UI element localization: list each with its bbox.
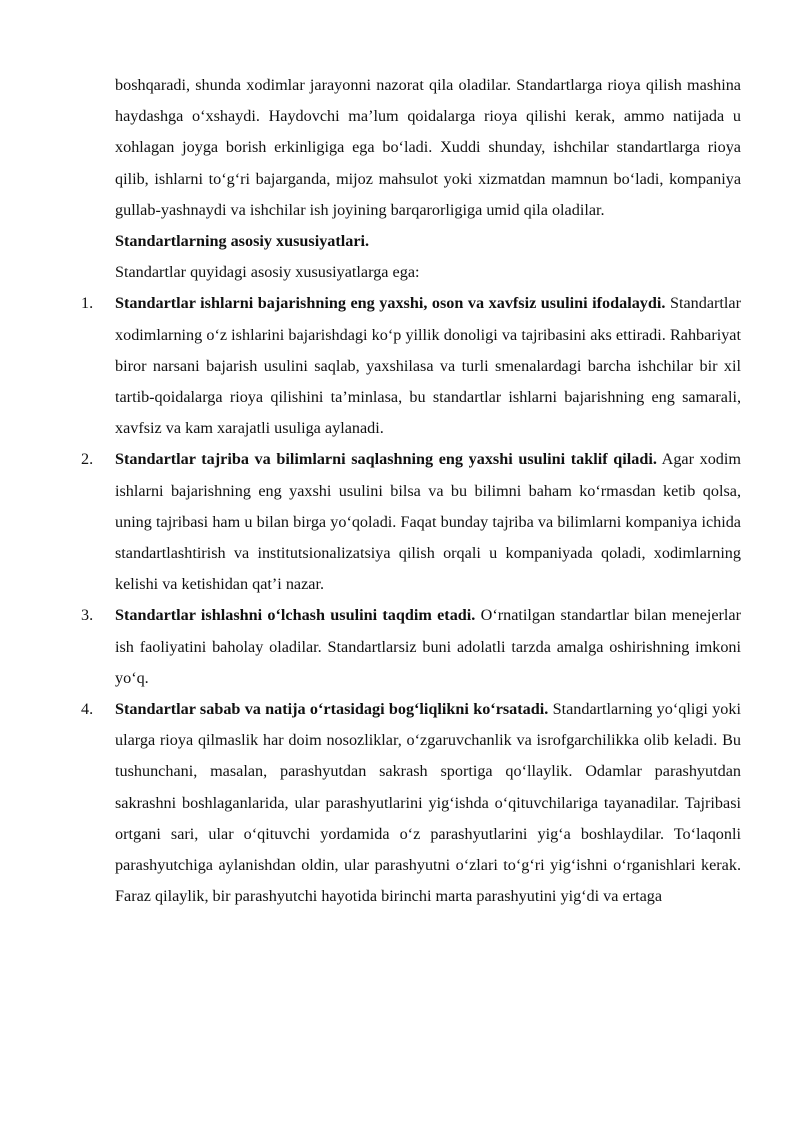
list-item-title: Standartlar ishlarni bajarishning eng yaxshi, oson va xavfsiz usulini ifodalaydi. <box>115 294 666 313</box>
list-item <box>81 694 741 912</box>
list-item-marker: 4. <box>81 700 94 719</box>
list-item-text: Agar xodim ishlarni bajarishning eng yaxshi usulini bilsa va bu bilimni baham ko‘rmasdan ketib qolsa, uning tajribasi ham u bilan birga yo‘qoladi. Faqat bunday tajriba va bilimlarni kompaniya ichida standartlashtirish va institutsionalizatsiya qilish orqali u kompaniyada qoladi, xodimlarning kelishi va ketishidan qat’i nazar. <box>115 450 741 594</box>
list-item-text: Standartlar xodimlarning o‘z ishlarini bajarishdagi ko‘p yillik donoligi va tajribasini aks ettiradi. Rahbariyat biror narsani bajarish usulini saqlab, yaxshilasa va turli smenalardagi barcha ishchilar bir xil tartib-qoidalarga rioya qilishini ta’minlasa, bu standartlar ishlarni bajarishning eng samarali, xavfsiz va kam xarajatli usuliga aylanadi. <box>115 294 741 438</box>
list-item-marker: 1. <box>81 294 94 313</box>
list-item-title: Standartlar tajriba va bilimlarni saqlashning eng yaxshi usulini taklif qiladi. <box>115 450 657 469</box>
list-item-text: O‘rnatilgan standartlar bilan menejerlar ish faoliyatini baholay oladilar. Standartlarsiz buni adolatli tarzda amalga oshirishning imkoni yo‘q. <box>115 606 741 687</box>
list-item-text: Standartlarning yo‘qligi yoki ularga rioya qilmaslik har doim nosozliklar, o‘zgaruvchanlik va isrofgarchilikka olib keladi. Bu tushunchani, masalan, parashyutdan sakrash sportiga qo‘llaylik. Odamlar parashyutdan sakrashni boshlaganlarida, ular parashyutlarini yig‘ishda o‘qituvchilariga tayanadilar. Tajribasi ortgani sari, ular o‘qituvchi yordamida o‘z parashyutlarini yig‘a boshlaydilar. To‘laqonli parashyutchiga aylanishdan oldin, ular parashyutni o‘zlari to‘g‘ri yig‘ishni o‘rganishlari kerak. Faraz qilaylik, bir parashyutchi hayotida birinchi marta parashyutini yig‘di va ertaga <box>115 700 741 906</box>
list-item-marker: 2. <box>81 450 94 469</box>
list-item <box>81 600 741 694</box>
section-lead: Standartlar quyidagi asosiy xususiyatlarga ega: <box>115 263 420 282</box>
intro-paragraph: boshqaradi, shunda xodimlar jarayonni nazorat qila oladilar. Standartlarga rioya qilish mashina haydashga o‘xshaydi. Haydovchi ma’lum qoidalarga rioya qilishi kerak, ammo natijada u xohlagan joyga borish erkinligiga ega bo‘ladi. Xuddi shunday, ishchilar standartlarga rioya qilib, ishlarni to‘g‘ri bajarganda, mijoz mahsulot yoki xizmatdan mamnun bo‘ladi, kompaniya gullab-yashnaydi va ishchilar ish joyining barqarorligiga umid qila oladilar. <box>115 76 741 219</box>
list-item <box>81 444 741 600</box>
list-item-title: Standartlar ishlashni o‘lchash usulini taqdim etadi. <box>115 606 476 625</box>
features-list <box>81 288 741 912</box>
list-item-marker: 3. <box>81 606 94 625</box>
list-item <box>81 288 741 444</box>
document-body <box>81 70 741 912</box>
section-heading: Standartlarning asosiy xususiyatlari. <box>115 232 370 251</box>
list-item-title: Standartlar sabab va natija o‘rtasidagi bog‘liqlikni ko‘rsatadi. <box>115 700 549 719</box>
